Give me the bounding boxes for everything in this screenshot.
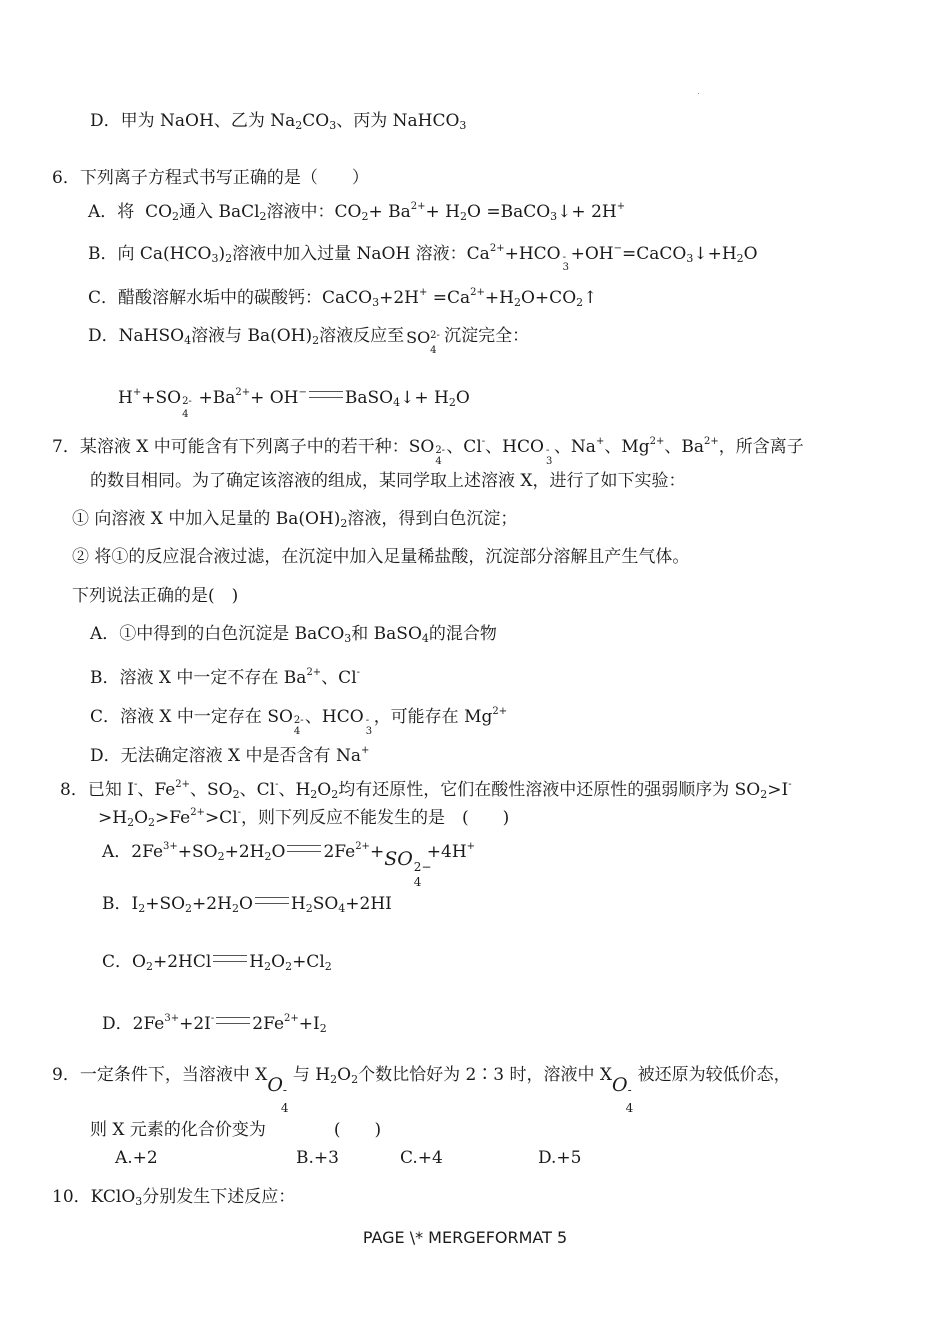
- q9-option-c: C.+4: [400, 1148, 443, 1168]
- q9-option-b: B.+3: [296, 1148, 339, 1168]
- q7-experiment-1: ① 向溶液 X 中加入足量的 $Ba(OH)_2$溶液，得到白色沉淀；: [72, 509, 518, 530]
- q7-option-c: C．溶液 X 中一定存在 SO 2- 4 、HCO - 3 ，可能存在 $Mg^{2+}$: [90, 706, 508, 737]
- q8-stem-line1: 8．已知 I-、$Fe^{2+}$、$SO_2$、Cl-、$H_2O_2$均有还原性，它们在酸性溶液中还原性的强弱顺序为 $SO_2>I^-$: [60, 779, 792, 801]
- q6-option-d-equation: H++SO 2- 4 $+Ba^{2+}+ OH^-$ BaSO$_4$↓+ $H_2O$: [118, 387, 470, 420]
- q8-option-a: A．$2Fe^{3+}+SO_2+2H_2O$ $2Fe^{2+}+SO$ 2− 4 +4H+: [102, 841, 476, 889]
- q7-option-b: B．溶液 X 中一定不存在 $Ba^{2+}$、Cl-: [90, 667, 361, 688]
- stray-dot: [698, 93, 699, 94]
- q9-stem-line2: 则 X 元素的化合价变为 ( ): [90, 1120, 382, 1140]
- equals-sign: [255, 897, 289, 904]
- q6-option-a: A．将 $CO_2$通入 BaCl$_2$溶液中：$CO_2+ Ba^{2+}+ H_2O$ =BaCO$_3$↓+ 2H+: [88, 201, 626, 223]
- q8-option-c: C．$O_2+2HCl$ $H_2O_2+Cl_2$: [102, 952, 332, 973]
- q8-stem-line2: $>H_2O_2>Fe^{2+}>Cl^-$，则下列反应不能发生的是 ( ): [98, 807, 510, 829]
- q8-option-d: D．$2Fe^{3+}+2I^-$ $2Fe^{2+}+I_2$: [102, 1013, 327, 1035]
- q7-option-a: A．①中得到的白色沉淀是 BaCO$_3$和 BaSO$_4$的混合物: [90, 624, 497, 645]
- q7-question: 下列说法正确的是( ): [72, 586, 239, 606]
- equals-sign: [287, 845, 321, 852]
- q7-stem-line2: 的数目相同。为了确定该溶液的组成，某同学取上述溶液 X，进行了如下实验：: [90, 471, 686, 491]
- equals-sign: [309, 391, 343, 398]
- q9-option-a: A.+2: [115, 1148, 158, 1168]
- q6-option-d: D．NaHSO$_4$溶液与 $Ba(OH)_2$溶液反应至 SO 2- 4 沉淀完全：: [88, 326, 530, 356]
- q8-option-b: B．$I_2+SO_2+2H_2O$ $H_2SO_4+2HI$: [102, 894, 392, 915]
- q6-option-c: C．醋酸溶解水垢中的碳酸钙：CaCO$_3$+2H+ $=Ca^{2+}+H_2O+CO_2↑$: [88, 287, 598, 309]
- page-footer: PAGE \* MERGEFORMAT 5: [362, 1228, 568, 1247]
- q6-option-b: B．向 $Ca(HCO_3)_2$溶液中加入过量 NaOH 溶液：$Ca^{2+}+HCO$ - 3 $+OH^-=CaCO_3↓+H_2O$: [88, 243, 758, 273]
- q10-stem: 10．KClO$_3$分别发生下述反应：: [52, 1187, 296, 1208]
- q7-stem-line1: 7．某溶液 X 中可能含有下列离子中的若干种：SO 2- 4 、Cl-、HCO - 3 、Na+、$Mg^{2+}$、$Ba^{2+}$，所含离子: [52, 436, 804, 467]
- q6-stem: 6．下列离子方程式书写正确的是（ ）: [52, 168, 369, 188]
- q9-option-d: D.+5: [538, 1148, 582, 1168]
- equals-sign: [213, 955, 247, 962]
- q7-experiment-2: ② 将①的反应混合液过滤，在沉淀中加入足量稀盐酸，沉淀部分溶解且产生气体。: [72, 547, 690, 567]
- q7-option-d: D．无法确定溶液 X 中是否含有 Na+: [90, 745, 370, 766]
- equals-sign: [216, 1017, 250, 1024]
- q9-stem-line1: 9．一定条件下，当溶液中 XO - 4 与 $H_2O_2$个数比恰好为 2∶3 时，溶液中 XO - 4 被还原为较低价态，: [52, 1065, 791, 1115]
- q5-option-d: D．甲为 NaOH、乙为 $Na_2CO_3$、丙为 NaHCO$_3$: [90, 111, 467, 132]
